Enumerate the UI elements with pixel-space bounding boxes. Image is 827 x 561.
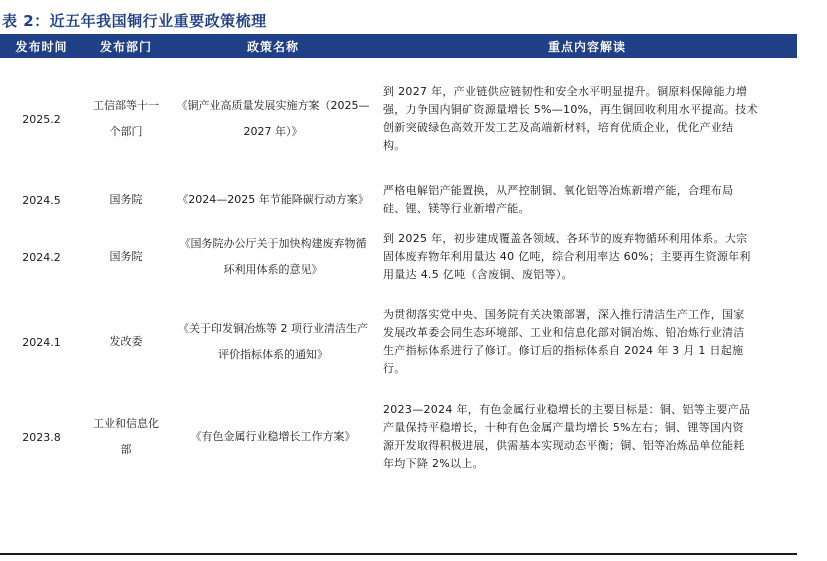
row-date: 2024.1 bbox=[22, 335, 61, 349]
policy-table bbox=[0, 34, 797, 484]
header-policy: 政策名称 bbox=[169, 34, 377, 58]
row-date: 2023.8 bbox=[22, 430, 61, 444]
row-department: 国务院 bbox=[109, 250, 143, 263]
row-date: 2024.2 bbox=[22, 250, 61, 264]
row-content: 到 2027 年，产业链供应链韧性和安全水平明显提升。铜原料保障能力增 强，力争国内铜矿资源量增长 5%—10%，再生铜回收利用水平提高。技术 创新突破绿色高效开发工艺及高端新材料，培育优质企业，优化产业结 构。 bbox=[383, 85, 758, 152]
header-department: 发布部门 bbox=[83, 34, 169, 58]
row-content: 2023—2024 年，有色金属行业稳增长的主要目标是：铜、铝等主要产品 产量保持平稳增长，十种有色金属产量均增长 5%左右；铜、锂等国内资 源开发取得积极进展，供需基本实现动态平衡；铜、铝等冶炼品单位能耗 年均下降 2%以上。 bbox=[383, 403, 751, 470]
row-policy: 《2024—2025 年节能降碳行动方案》 bbox=[177, 193, 369, 206]
row-content: 严格电解铝产能置换，从严控制铜、氧化铝等冶炼新增产能，合理布局 硅、锂、镁等行业新增产能。 bbox=[383, 184, 734, 215]
table-header-row bbox=[0, 34, 797, 58]
table-row bbox=[0, 58, 797, 180]
table-row bbox=[0, 180, 797, 220]
header-date: 发布时间 bbox=[0, 34, 83, 58]
row-policy: 《关于印发铜冶炼等 2 项行业清洁生产评价指标体系的通知》 bbox=[178, 322, 368, 361]
table-title: 表 2：近五年我国铜行业重要政策梳理 bbox=[2, 12, 267, 30]
row-department: 国务院 bbox=[109, 193, 143, 206]
row-date: 2025.2 bbox=[22, 112, 61, 126]
row-department: 发改委 bbox=[109, 335, 143, 348]
row-policy: 《有色金属行业稳增长工作方案》 bbox=[190, 430, 356, 443]
row-department: 工业和信息化部 bbox=[93, 417, 159, 456]
row-policy: 《铜产业高质量发展实施方案（2025—2027 年）》 bbox=[176, 99, 370, 138]
row-content: 为贯彻落实党中央、国务院有关决策部署，深入推行清洁生产工作，国家 发展改革委会同生态环境部、工业和信息化部对铜冶炼、铅冶炼行业清洁 生产指标体系进行了修订。修订后的指标体系自 2024 年 3 月 1 日起施 行。 bbox=[383, 308, 745, 375]
table-row bbox=[0, 390, 797, 484]
row-content: 到 2025 年，初步建成覆盖各领域、各环节的废弃物循环利用体系。大宗 固体废弃物年利用量达 40 亿吨，综合利用率达 60%；主要再生资源年利 用量达 4.5 亿吨（含废铜、废铝等）。 bbox=[383, 232, 751, 281]
row-policy: 《国务院办公厅关于加快构建废弃物循环利用体系的意见》 bbox=[179, 237, 367, 276]
table-row bbox=[0, 220, 797, 294]
table-row bbox=[0, 294, 797, 390]
row-date: 2024.5 bbox=[22, 193, 61, 207]
header-content: 重点内容解读 bbox=[377, 34, 797, 58]
row-department: 工信部等十一个部门 bbox=[93, 99, 159, 138]
bottom-rule bbox=[0, 553, 797, 555]
